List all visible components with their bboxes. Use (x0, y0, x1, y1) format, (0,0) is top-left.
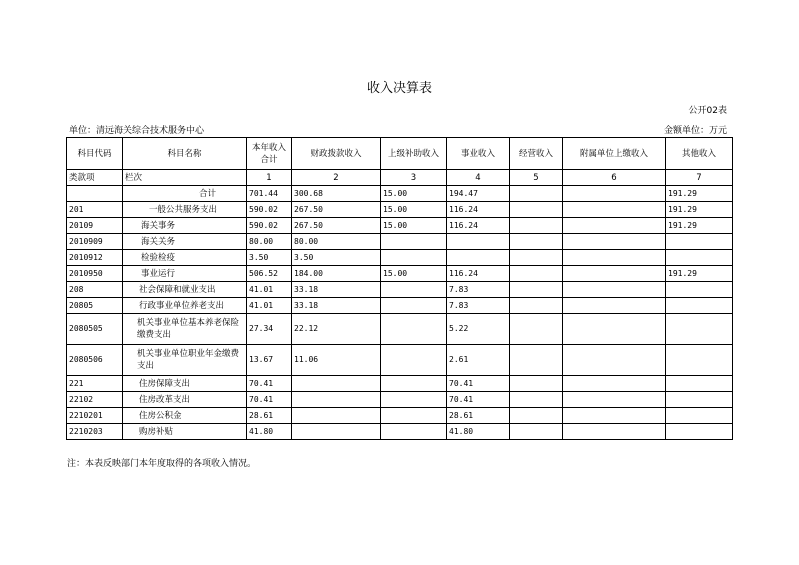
cell-superior (381, 314, 447, 345)
cell-affiliated (563, 392, 666, 408)
table-row (67, 202, 733, 218)
cell-total: 80.00 (247, 234, 292, 250)
cell-total: 28.61 (247, 408, 292, 424)
cell-business: 41.80 (447, 424, 510, 440)
cell-operating (510, 345, 563, 376)
cell-operating (510, 282, 563, 298)
header-other: 其他收入 (666, 138, 733, 170)
unit-label: 单位：清远海关综合技术服务中心 (69, 126, 205, 136)
row-code: 2080506 (67, 345, 123, 376)
row-name: 检验检疫 (123, 250, 247, 266)
cell-operating (510, 392, 563, 408)
cell-superior (381, 424, 447, 440)
cell-fiscal: 300.68 (292, 186, 381, 202)
cell-total: 70.41 (247, 376, 292, 392)
cell-other (666, 376, 733, 392)
cell-operating (510, 314, 563, 345)
row-name: 社会保障和就业支出 (123, 282, 247, 298)
row-name: 购房补贴 (123, 424, 247, 440)
cell-fiscal: 22.12 (292, 314, 381, 345)
cell-superior (381, 250, 447, 266)
subheader-code: 类款项 (67, 170, 123, 186)
table-row (67, 250, 733, 266)
table-note: 注：本表反映部门本年度取得的各项收入情况。 (67, 459, 257, 469)
cell-other (666, 250, 733, 266)
row-code: 201 (67, 202, 123, 218)
cell-other (666, 424, 733, 440)
cell-business: 194.47 (447, 186, 510, 202)
cell-operating (510, 408, 563, 424)
cell-business: 116.24 (447, 218, 510, 234)
cell-operating (510, 266, 563, 282)
cell-fiscal (292, 408, 381, 424)
cell-fiscal (292, 424, 381, 440)
cell-operating (510, 202, 563, 218)
cell-operating (510, 376, 563, 392)
cell-total: 506.52 (247, 266, 292, 282)
header-superior: 上级补助收入 (381, 138, 447, 170)
cell-total: 701.44 (247, 186, 292, 202)
cell-affiliated (563, 424, 666, 440)
cell-other (666, 314, 733, 345)
table-row (67, 392, 733, 408)
cell-fiscal: 184.00 (292, 266, 381, 282)
cell-affiliated (563, 314, 666, 345)
column-index: 7 (666, 170, 733, 186)
column-index: 6 (563, 170, 666, 186)
header-operating: 经营收入 (510, 138, 563, 170)
table-row (67, 345, 733, 376)
row-code (67, 186, 123, 202)
row-name: 海关事务 (123, 218, 247, 234)
cell-business: 70.41 (447, 392, 510, 408)
cell-affiliated (563, 298, 666, 314)
cell-superior (381, 282, 447, 298)
cell-fiscal: 33.18 (292, 282, 381, 298)
column-index: 2 (292, 170, 381, 186)
cell-business: 7.83 (447, 282, 510, 298)
column-index-row (67, 170, 733, 186)
amount-unit-label: 金额单位：万元 (663, 126, 727, 136)
cell-other (666, 345, 733, 376)
cell-other (666, 392, 733, 408)
cell-superior: 15.00 (381, 202, 447, 218)
cell-fiscal: 80.00 (292, 234, 381, 250)
cell-total: 590.02 (247, 202, 292, 218)
cell-fiscal: 3.50 (292, 250, 381, 266)
row-name: 合计 (123, 186, 247, 202)
column-index: 3 (381, 170, 447, 186)
cell-superior (381, 298, 447, 314)
cell-business: 28.61 (447, 408, 510, 424)
header-business: 事业收入 (447, 138, 510, 170)
cell-business: 2.61 (447, 345, 510, 376)
table-header-row (67, 138, 733, 170)
row-code: 20109 (67, 218, 123, 234)
cell-other: 191.29 (666, 218, 733, 234)
cell-superior: 15.00 (381, 218, 447, 234)
cell-operating (510, 218, 563, 234)
table-row (67, 314, 733, 345)
table-row (67, 408, 733, 424)
cell-total: 590.02 (247, 218, 292, 234)
cell-affiliated (563, 408, 666, 424)
table-row (67, 218, 733, 234)
cell-other (666, 282, 733, 298)
cell-total: 70.41 (247, 392, 292, 408)
income-table (66, 137, 733, 440)
cell-business: 5.22 (447, 314, 510, 345)
header-code: 科目代码 (67, 138, 123, 170)
cell-affiliated (563, 376, 666, 392)
cell-business: 116.24 (447, 266, 510, 282)
row-name: 住房保障支出 (123, 376, 247, 392)
cell-operating (510, 298, 563, 314)
form-number: 公开02表 (688, 106, 727, 116)
page-title: 收入决算表 (366, 81, 432, 96)
cell-total: 41.01 (247, 298, 292, 314)
cell-operating (510, 186, 563, 202)
cell-affiliated (563, 345, 666, 376)
cell-other (666, 298, 733, 314)
cell-business: 7.83 (447, 298, 510, 314)
header-total: 本年收入合计 (247, 138, 292, 170)
row-code: 2010912 (67, 250, 123, 266)
cell-superior (381, 408, 447, 424)
subheader-name: 栏次 (123, 170, 247, 186)
row-code: 22102 (67, 392, 123, 408)
row-name: 机关事业单位基本养老保险缴费支出 (123, 314, 247, 345)
cell-operating (510, 250, 563, 266)
cell-business (447, 250, 510, 266)
row-code: 2080505 (67, 314, 123, 345)
cell-superior: 15.00 (381, 186, 447, 202)
cell-fiscal (292, 376, 381, 392)
cell-total: 27.34 (247, 314, 292, 345)
row-name: 事业运行 (123, 266, 247, 282)
row-name: 海关关务 (123, 234, 247, 250)
row-name: 一般公共服务支出 (123, 202, 247, 218)
cell-affiliated (563, 282, 666, 298)
cell-affiliated (563, 234, 666, 250)
row-code: 2010950 (67, 266, 123, 282)
cell-affiliated (563, 202, 666, 218)
cell-superior: 15.00 (381, 266, 447, 282)
cell-total: 3.50 (247, 250, 292, 266)
row-name: 住房公积金 (123, 408, 247, 424)
table-row (67, 282, 733, 298)
row-code: 2010909 (67, 234, 123, 250)
cell-affiliated (563, 266, 666, 282)
table-row (67, 234, 733, 250)
cell-other: 191.29 (666, 186, 733, 202)
cell-business (447, 234, 510, 250)
table-row (67, 266, 733, 282)
cell-business: 116.24 (447, 202, 510, 218)
cell-other (666, 234, 733, 250)
cell-operating (510, 234, 563, 250)
cell-superior (381, 234, 447, 250)
row-name: 机关事业单位职业年金缴费支出 (123, 345, 247, 376)
cell-total: 13.67 (247, 345, 292, 376)
cell-superior (381, 376, 447, 392)
cell-other (666, 408, 733, 424)
cell-fiscal: 267.50 (292, 218, 381, 234)
cell-business: 70.41 (447, 376, 510, 392)
row-code: 2210201 (67, 408, 123, 424)
row-code: 20805 (67, 298, 123, 314)
cell-other: 191.29 (666, 202, 733, 218)
row-name: 行政事业单位养老支出 (123, 298, 247, 314)
table-row (67, 376, 733, 392)
header-fiscal: 财政拨款收入 (292, 138, 381, 170)
row-code: 208 (67, 282, 123, 298)
cell-superior (381, 345, 447, 376)
row-code: 2210203 (67, 424, 123, 440)
column-index: 4 (447, 170, 510, 186)
cell-affiliated (563, 218, 666, 234)
column-index: 5 (510, 170, 563, 186)
column-index: 1 (247, 170, 292, 186)
table-row (67, 186, 733, 202)
cell-other: 191.29 (666, 266, 733, 282)
cell-affiliated (563, 250, 666, 266)
cell-superior (381, 392, 447, 408)
table-row (67, 424, 733, 440)
row-name: 住房改革支出 (123, 392, 247, 408)
cell-operating (510, 424, 563, 440)
row-code: 221 (67, 376, 123, 392)
header-name: 科目名称 (123, 138, 247, 170)
cell-fiscal (292, 392, 381, 408)
cell-total: 41.80 (247, 424, 292, 440)
cell-fiscal: 267.50 (292, 202, 381, 218)
cell-total: 41.01 (247, 282, 292, 298)
cell-fiscal: 33.18 (292, 298, 381, 314)
cell-affiliated (563, 186, 666, 202)
cell-fiscal: 11.06 (292, 345, 381, 376)
header-affiliated: 附属单位上缴收入 (563, 138, 666, 170)
table-row (67, 298, 733, 314)
